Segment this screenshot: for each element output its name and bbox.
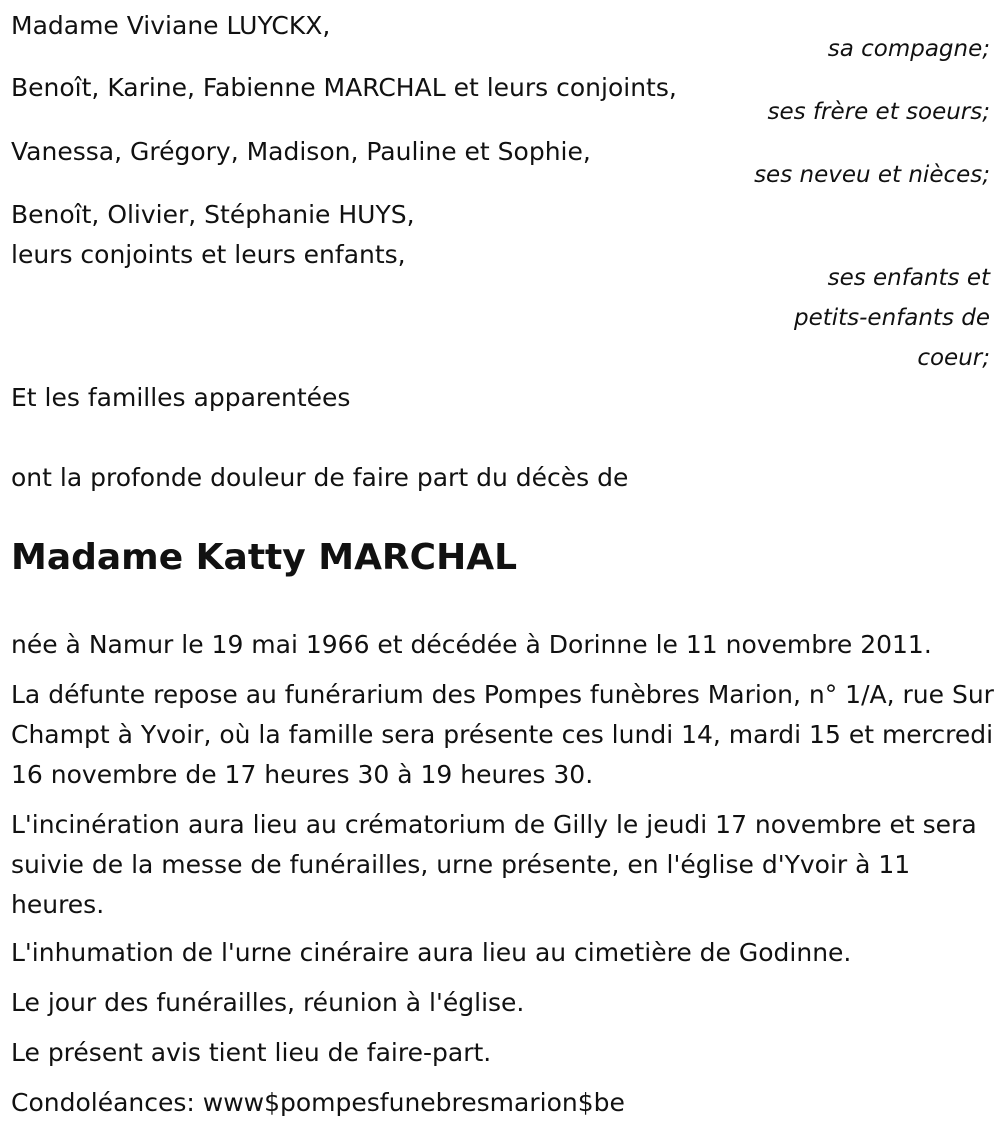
step-children-names-line2: leurs conjoints et leurs enfants, [11,240,406,269]
nephews-names: Vanessa, Grégory, Madison, Pauline et Sophie, [11,137,591,166]
birth-death-line: née à Namur le 19 mai 1966 et décédée à Dorinne le 11 novembre 2011. [11,630,932,659]
siblings-relation: ses frère et soeurs; [767,99,990,125]
cremation-paragraph: L'incinération aura lieu au crématorium de Gilly le jeudi 17 novembre et sera suivie de la messe de funérailles, urne présente, en l'église d'Yvoir à 11 heures. [11,810,977,919]
nephews-relation: ses neveu et nièces; [754,162,990,188]
partner-name: Madame Viviane LUYCKX, [11,11,331,40]
condolences-line: Condoléances: www$pompesfunebresmarion$be [11,1088,625,1117]
viewing-paragraph: La défunte repose au funérarium des Pompes funèbres Marion, n° 1/A, rue Sur Champt à Yvoir, où la famille sera présente ces lundi 14, mardi 15 et mercredi 16 novembre de 17 heures 30 à 19 heures 30. [11,680,994,789]
step-children-names-line1: Benoît, Olivier, Stéphanie HUYS, [11,200,415,229]
step-children-relation-line2: petits-enfants de [793,305,990,331]
step-children-relation-line1: ses enfants et [827,265,990,291]
siblings-names: Benoît, Karine, Fabienne MARCHAL et leurs conjoints, [11,73,677,102]
deceased-name: Madame Katty MARCHAL [11,537,518,578]
related-families: Et les familles apparentées [11,383,351,412]
partner-relation: sa compagne; [827,36,990,62]
meeting-line: Le jour des funérailles, réunion à l'église. [11,988,525,1017]
burial-line: L'inhumation de l'urne cinéraire aura lieu au cimetière de Godinne. [11,938,852,967]
step-children-relation-line3: coeur; [917,345,990,371]
notice-line: Le présent avis tient lieu de faire-part. [11,1038,492,1067]
announcement-intro: ont la profonde douleur de faire part du décès de [11,463,629,492]
